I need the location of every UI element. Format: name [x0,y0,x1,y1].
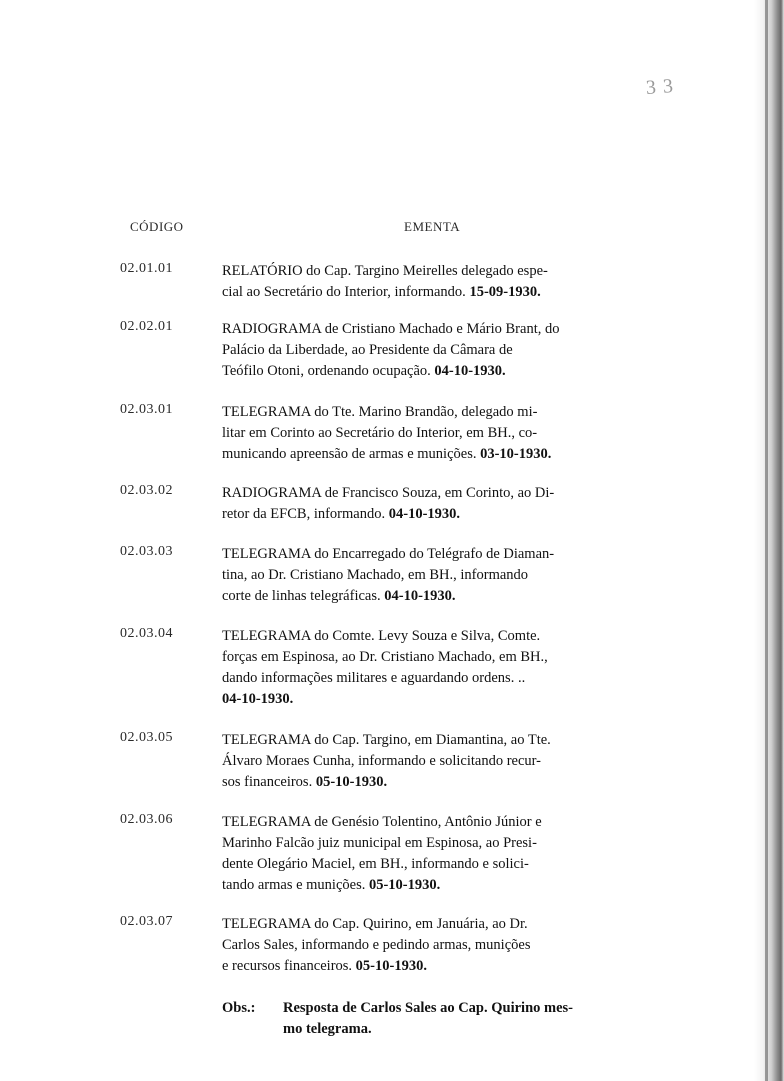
entry-code: 02.02.01 [120,319,173,334]
entry-line: Carlos Sales, informando e pedindo armas, munições [222,937,531,953]
entry-line: Álvaro Moraes Cunha, informando e solicitando recur- [222,753,542,769]
page-edge-line [765,0,768,1081]
entry-line: litar em Corinto ao Secretário do Interior, em BH., co- [222,425,538,441]
entry-line: municando apreensão de armas e munições. 03-10-1930. [222,446,552,462]
entry-line: Palácio da Liberdade, ao Presidente da Câmara de [222,342,513,358]
entry-text [222,261,660,303]
entry-line: dente Olegário Maciel, em BH., informando e solici- [222,856,529,872]
entry-code: 02.03.06 [120,812,173,827]
entry-line: TELEGRAMA do Cap. Targino, em Diamantina, ao Tte. [222,732,551,748]
observation-line: Resposta de Carlos Sales ao Cap. Quirino mes- [283,1000,574,1016]
entry-line: forças em Espinosa, ao Dr. Cristiano Machado, em BH., [222,649,548,665]
entry-code: 02.03.03 [120,544,173,559]
entry-code: 02.01.01 [120,261,173,276]
entry-text [222,544,660,607]
entry-line: e recursos financeiros. 05-10-1930. [222,958,427,974]
entry-line: RADIOGRAMA de Francisco Souza, em Corinto, ao Di- [222,485,555,501]
entry-code: 02.03.04 [120,626,173,641]
entry-line: TELEGRAMA do Tte. Marino Brandão, delegado mi- [222,404,538,420]
entry-line: tando armas e munições. 05-10-1930. [222,877,441,893]
entry-text [222,626,660,710]
header-ementa-label: EMENTA [404,219,461,234]
entry-line: TELEGRAMA do Comte. Levy Souza e Silva, Comte. [222,628,541,644]
observation-label: Obs.: [222,1000,256,1016]
entry-text [222,812,660,896]
entry-code: 02.03.07 [120,914,173,929]
entry-code: 02.03.01 [120,402,173,417]
entry-line: sos financeiros. 05-10-1930. [222,774,388,790]
entry-text [222,402,660,465]
entry-line: Teófilo Otoni, ordenando ocupação. 04-10-1930. [222,363,506,379]
header-code-label: CÓDIGO [130,219,184,234]
entry-line: RADIOGRAMA de Cristiano Machado e Mário Brant, do [222,321,560,337]
entry-code: 02.03.05 [120,730,173,745]
entry-text [222,319,660,382]
entry-line: cial ao Secretário do Interior, informando. 15-09-1930. [222,284,541,300]
entry-code: 02.03.02 [120,483,173,498]
entry-text [222,914,660,977]
entry-text [222,730,660,793]
observation-line: mo telegrama. [283,1021,372,1037]
entry-line: RELATÓRIO do Cap. Targino Meirelles delegado espe- [222,263,548,279]
entry-line: Marinho Falcão juiz municipal em Espinosa, ao Presi- [222,835,537,851]
entry-line: dando informações militares e aguardando ordens. .. [222,670,526,686]
entry-line: retor da EFCB, informando. 04-10-1930. [222,506,461,522]
entry-line: tina, ao Dr. Cristiano Machado, em BH., informando [222,567,529,583]
entry-text [222,483,660,525]
page-edge-shadow [754,0,784,1081]
entry-line: TELEGRAMA do Encarregado do Telégrafo de Diaman- [222,546,555,562]
observation-text [283,998,663,1040]
entry-line: TELEGRAMA de Genésio Tolentino, Antônio Júnior e [222,814,542,830]
page-number-mark: 3 3 [645,75,675,99]
entry-line: corte de linhas telegráficas. 04-10-1930. [222,588,456,604]
entry-line: 04-10-1930. [222,691,294,707]
entry-line: TELEGRAMA do Cap. Quirino, em Januária, ao Dr. [222,916,528,932]
